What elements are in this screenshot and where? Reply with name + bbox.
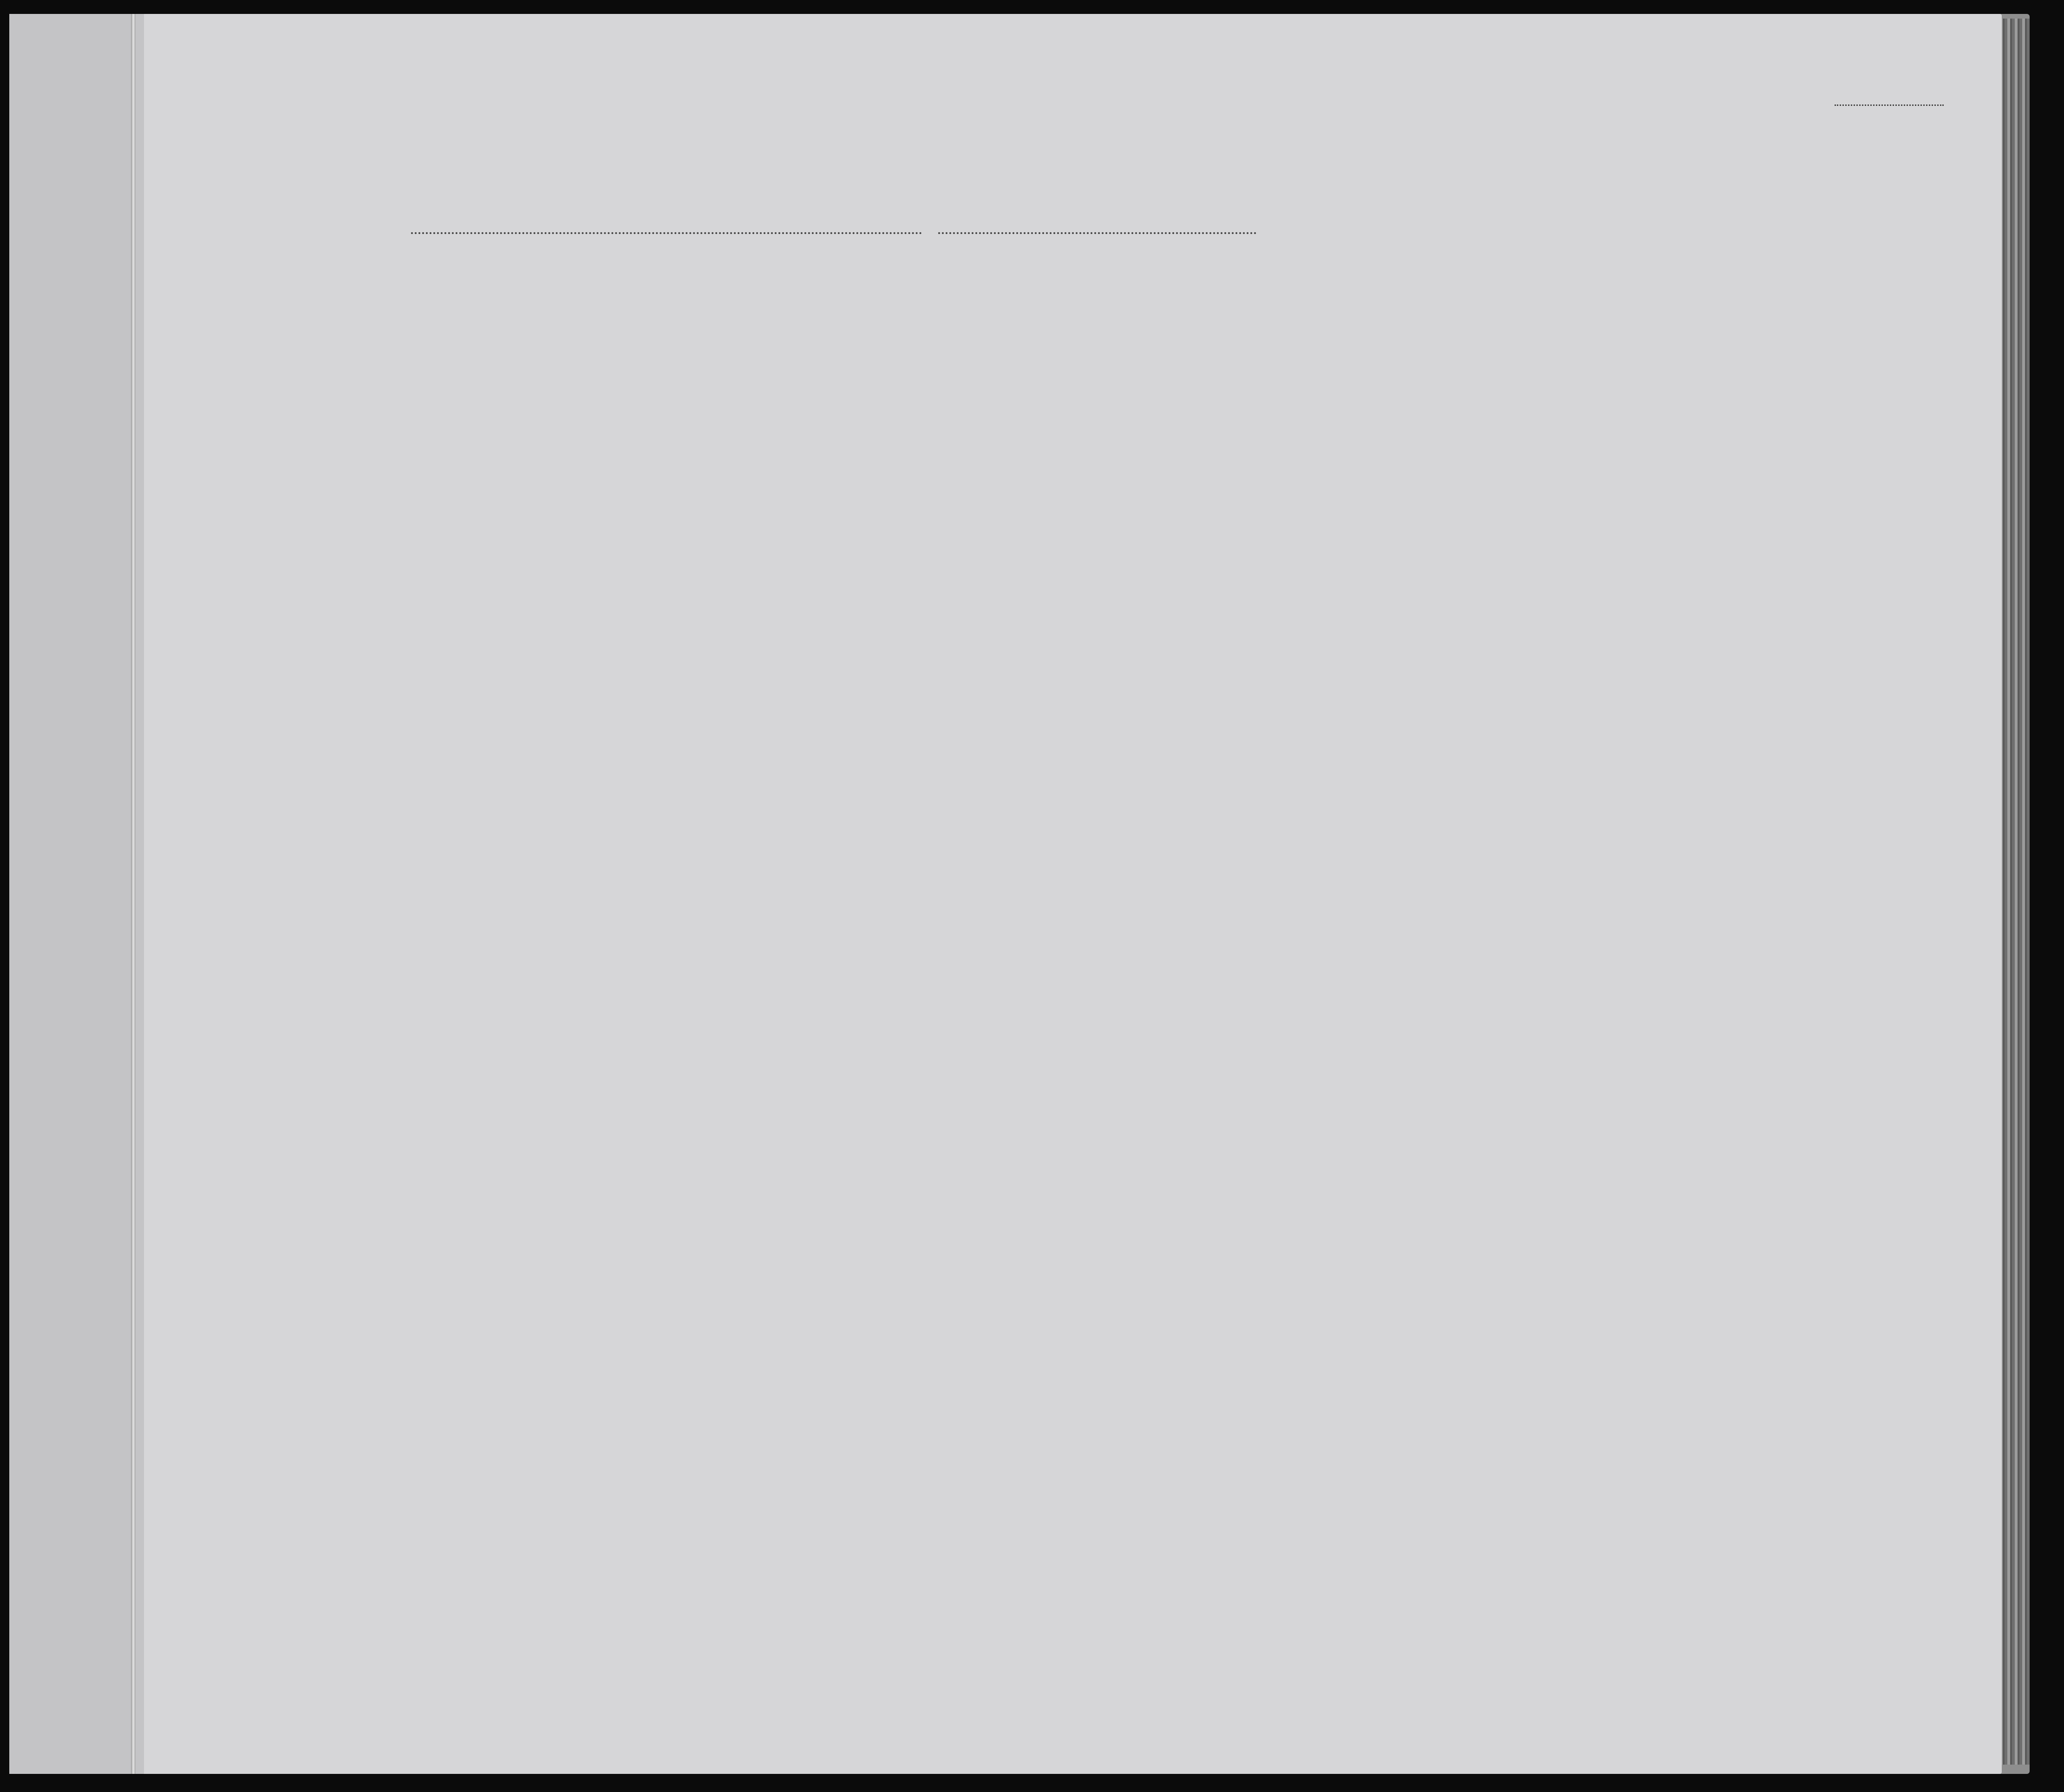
col24b-header (1271, 325, 1299, 418)
col24a-header (1229, 325, 1264, 418)
col25-header (1340, 302, 1372, 418)
col28-header (1433, 302, 1477, 418)
col24c-header (1306, 325, 1332, 418)
col31-header (1551, 306, 1572, 418)
col29-header (1484, 302, 1519, 418)
col30-header (1523, 306, 1544, 418)
